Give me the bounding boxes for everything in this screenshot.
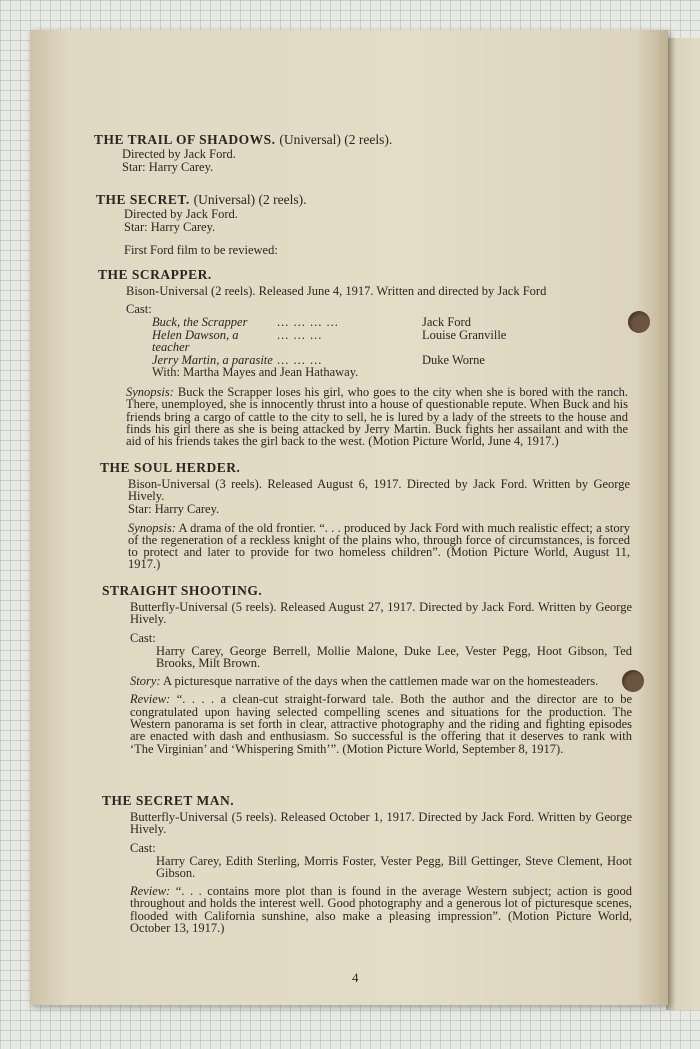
cast-label: Cast: xyxy=(130,630,156,645)
cast-row xyxy=(152,329,628,354)
cast-label: Cast: xyxy=(130,840,156,855)
star-line: Star: Harry Carey. xyxy=(128,501,220,516)
star-line: Star: Harry Carey. xyxy=(124,220,216,234)
review-text: “. . . contains more plot than is found in the average Western subject; action is good throughout and holds the interest well. Good photography and a generous lot of picturesque scenes, flooded with California sunshine, also make a pleasing impression”. (Motion Picture World, October 13, 1917.) xyxy=(130,884,632,936)
entry-title: THE SOUL HERDER. xyxy=(100,460,241,475)
title-text: THE SECRET. xyxy=(96,192,190,207)
entry-straight-shooting xyxy=(102,583,632,755)
with-line: With: Martha Mayes and Jean Hathaway. xyxy=(152,365,359,379)
cast-dots: ... ... ... xyxy=(277,352,323,367)
cast-dots: ... ... ... ... xyxy=(277,315,339,329)
director-line: Directed by Jack Ford. xyxy=(122,147,236,161)
synopsis-paragraph xyxy=(128,522,630,571)
entry-the-secret-man xyxy=(102,793,632,934)
review-paragraph xyxy=(130,693,632,754)
review-label: Review: xyxy=(130,884,171,899)
facing-page-edge xyxy=(666,38,700,1010)
cast-dots: ... ... ... xyxy=(277,327,323,342)
review-paragraph xyxy=(130,885,632,934)
cast-actor: Duke Worne xyxy=(422,352,485,367)
cast-label: Cast: xyxy=(126,302,152,316)
director-line: Directed by Jack Ford. xyxy=(124,207,238,221)
cast-row xyxy=(152,316,628,329)
cast-list: Harry Carey, George Berrell, Mollie Malone, Duke Lee, Vester Pegg, Hoot Gibson, Ted Brooks, Milt Brown. xyxy=(156,643,632,670)
cast-role: Jerry Martin, a parasite xyxy=(152,352,273,367)
review-text: “. . . . a clean-cut straight-forward tale. Both the author and the director are to be congratulated upon having selected compelling scenes and situations for the production. The Western panorama is set forth in clear, attractive photography and the riding and fighting episodes are enacted with dash and enthusiasm. So successful is the offering that it deserves to rank with ‘The Virginian’ and ‘Whispering Smith’”. (Motion Picture World, September 8, 1917). xyxy=(130,692,633,756)
cast-actor: Louise Granville xyxy=(422,327,507,342)
synopsis-paragraph xyxy=(126,386,628,447)
punch-hole-upper xyxy=(628,311,650,333)
release-line: Bison-Universal (2 reels). Released June 4, 1917. Written and directed by Jack Ford xyxy=(126,284,547,298)
page-number: 4 xyxy=(352,970,359,985)
release-line: Butterfly-Universal (5 reels). Released August 27, 1917. Directed by Jack Ford. Written by George Hively. xyxy=(130,600,632,627)
entry-the-secret xyxy=(96,192,626,257)
entry-title: STRAIGHT SHOOTING. xyxy=(102,583,263,598)
story-text: A picturesque narrative of the days when the cattlemen made war on the homesteaders. xyxy=(163,674,599,689)
story-paragraph xyxy=(130,675,632,687)
story-label: Story: xyxy=(130,674,161,689)
cast-role: Helen Dawson, a teacher xyxy=(152,327,239,354)
entry-title xyxy=(96,192,626,208)
entry-title xyxy=(94,132,624,148)
title-meta: (Universal) (2 reels). xyxy=(193,192,307,207)
note-line: First Ford film to be reviewed: xyxy=(124,243,278,257)
synopsis-label: Synopsis: xyxy=(128,520,176,535)
entry-title: THE SECRET MAN. xyxy=(102,793,235,808)
entry-the-scrapper xyxy=(98,267,628,447)
release-line: Bison-Universal (3 reels). Released August 6, 1917. Directed by Jack Ford. Written by George Hively. xyxy=(128,477,630,504)
release-line: Butterfly-Universal (5 reels). Released October 1, 1917. Directed by Jack Ford. Written by George Hively. xyxy=(130,810,632,837)
entry-the-soul-herder xyxy=(100,460,630,571)
cast-role: Buck, the Scrapper xyxy=(152,315,248,329)
title-text: THE TRAIL OF SHADOWS. xyxy=(94,132,276,147)
title-meta: (Universal) (2 reels). xyxy=(279,132,393,147)
review-label: Review: xyxy=(130,692,171,707)
cast-actor: Jack Ford xyxy=(422,315,471,329)
cast-list: Harry Carey, Edith Sterling, Morris Foster, Vester Pegg, Bill Gettinger, Steve Clement, Hoot Gibson. xyxy=(156,853,632,880)
synopsis-text: Buck the Scrapper loses his girl, who goes to the city when she is bored with the ranch. There, unemployed, she is innocently thrust into a house of questionable repute. When Buck and his friends bring a cargo of cattle to the city to sell, he is lured by a lady of the streets to the house and finds his girl there as she is being attacked by Jerry Martin. Buck fights her assailant and with the aid of his friends takes the girl back to the west. (Motion Picture World, June 4, 1917.) xyxy=(126,385,628,449)
synopsis-label: Synopsis: xyxy=(126,385,174,399)
entry-title: THE SCRAPPER. xyxy=(98,267,212,282)
document-page xyxy=(30,30,668,1005)
synopsis-text: A drama of the old frontier. “. . . produced by Jack Ford with much realistic effect; a story of the regeneration of a reckless knight of the plains who, through force of circumstances, is forced to protect and later to provide for two homeless children”. (Motion Picture World, August 11, 1917.) xyxy=(128,520,630,572)
star-line: Star: Harry Carey. xyxy=(122,160,214,174)
entry-trail-of-shadows xyxy=(94,132,624,174)
